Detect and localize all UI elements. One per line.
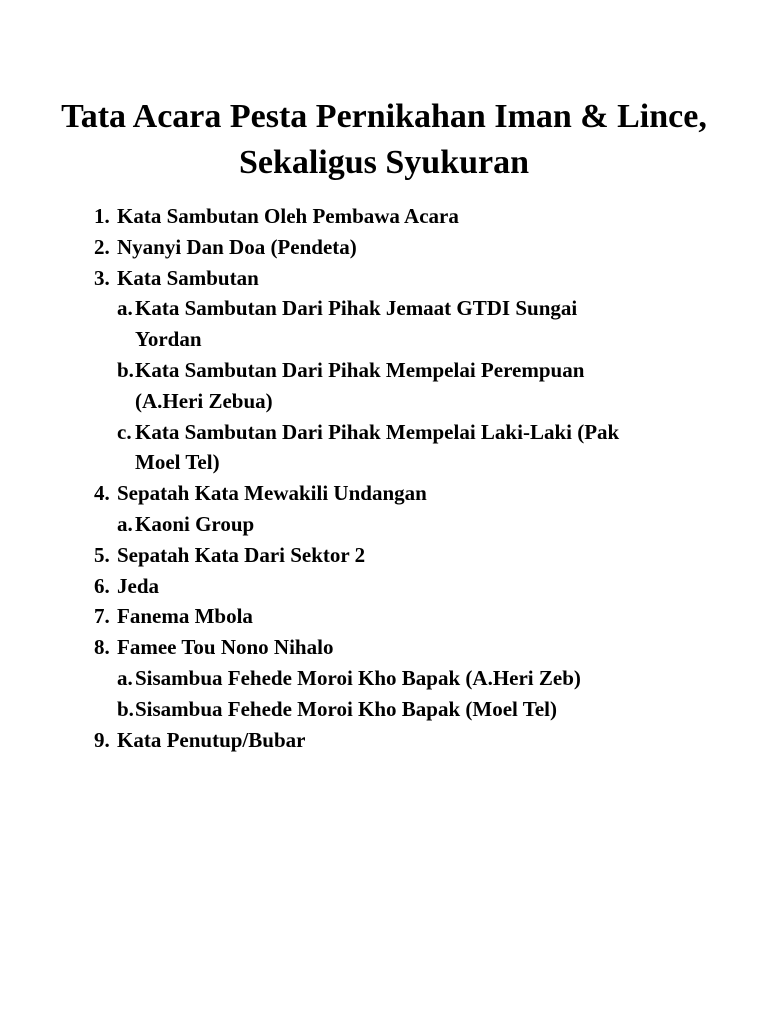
sub-item xyxy=(117,293,694,355)
agenda-item xyxy=(94,232,694,263)
item-text: Sepatah Kata Dari Sektor 2 xyxy=(117,542,366,567)
sub-item-text: Sisambua Fehede Moroi Kho Bapak (Moel Tel) xyxy=(135,696,557,721)
item-text: Sepatah Kata Mewakili Undangan xyxy=(117,481,427,506)
agenda-item xyxy=(94,571,694,602)
sub-item xyxy=(117,509,694,540)
agenda-item xyxy=(94,478,694,540)
item-text: Kata Sambutan xyxy=(117,265,259,290)
item-text: Jeda xyxy=(117,573,159,598)
sub-item-letter: a. xyxy=(117,296,133,321)
item-text: Famee Tou Nono Nihalo xyxy=(117,635,334,660)
agenda-item xyxy=(94,601,694,632)
item-number: 6. xyxy=(94,573,110,598)
document-title: Tata Acara Pesta Pernikahan Iman & Lince, Sekaligus Syukuran xyxy=(61,98,707,181)
item-text: Kata Penutup/Bubar xyxy=(117,727,306,752)
item-text: Nyanyi Dan Doa (Pendeta) xyxy=(117,234,357,259)
item-number: 8. xyxy=(94,635,110,660)
sub-item-text: Kaoni Group xyxy=(135,511,255,536)
item-number: 2. xyxy=(94,234,110,259)
sub-item-letter: a. xyxy=(117,665,133,690)
item-number: 1. xyxy=(94,204,110,228)
agenda-list xyxy=(94,201,694,755)
sub-list xyxy=(94,663,694,725)
item-number: 5. xyxy=(94,542,110,567)
sub-list xyxy=(94,293,694,478)
sub-item-text: Kata Sambutan Dari Pihak Jemaat GTDI Sungai Yordan xyxy=(135,296,578,352)
sub-item xyxy=(117,355,694,417)
sub-item-letter: c. xyxy=(117,419,132,444)
item-number: 3. xyxy=(94,265,110,290)
item-number: 4. xyxy=(94,481,110,506)
sub-item-text: Sisambua Fehede Moroi Kho Bapak (A.Heri Zeb) xyxy=(135,665,581,690)
item-number: 9. xyxy=(94,727,110,752)
sub-item-letter: b. xyxy=(117,357,134,382)
sub-item-text: Kata Sambutan Dari Pihak Mempelai Perempuan (A.Heri Zebua) xyxy=(135,357,585,413)
agenda-item xyxy=(94,725,694,756)
item-text: Kata Sambutan Oleh Pembawa Acara xyxy=(117,204,459,228)
agenda-item xyxy=(94,201,694,232)
agenda-item xyxy=(94,540,694,571)
sub-item xyxy=(117,417,694,479)
sub-item-text: Kata Sambutan Dari Pihak Mempelai Laki-Laki (Pak Moel Tel) xyxy=(135,419,620,475)
sub-item xyxy=(117,694,694,725)
sub-item xyxy=(117,663,694,694)
sub-item-letter: b. xyxy=(117,696,134,721)
sub-item-letter: a. xyxy=(117,511,133,536)
sub-list xyxy=(94,509,694,540)
item-number: 7. xyxy=(94,604,110,629)
item-text: Fanema Mbola xyxy=(117,604,253,629)
agenda-item xyxy=(94,263,694,479)
agenda-item xyxy=(94,632,694,724)
